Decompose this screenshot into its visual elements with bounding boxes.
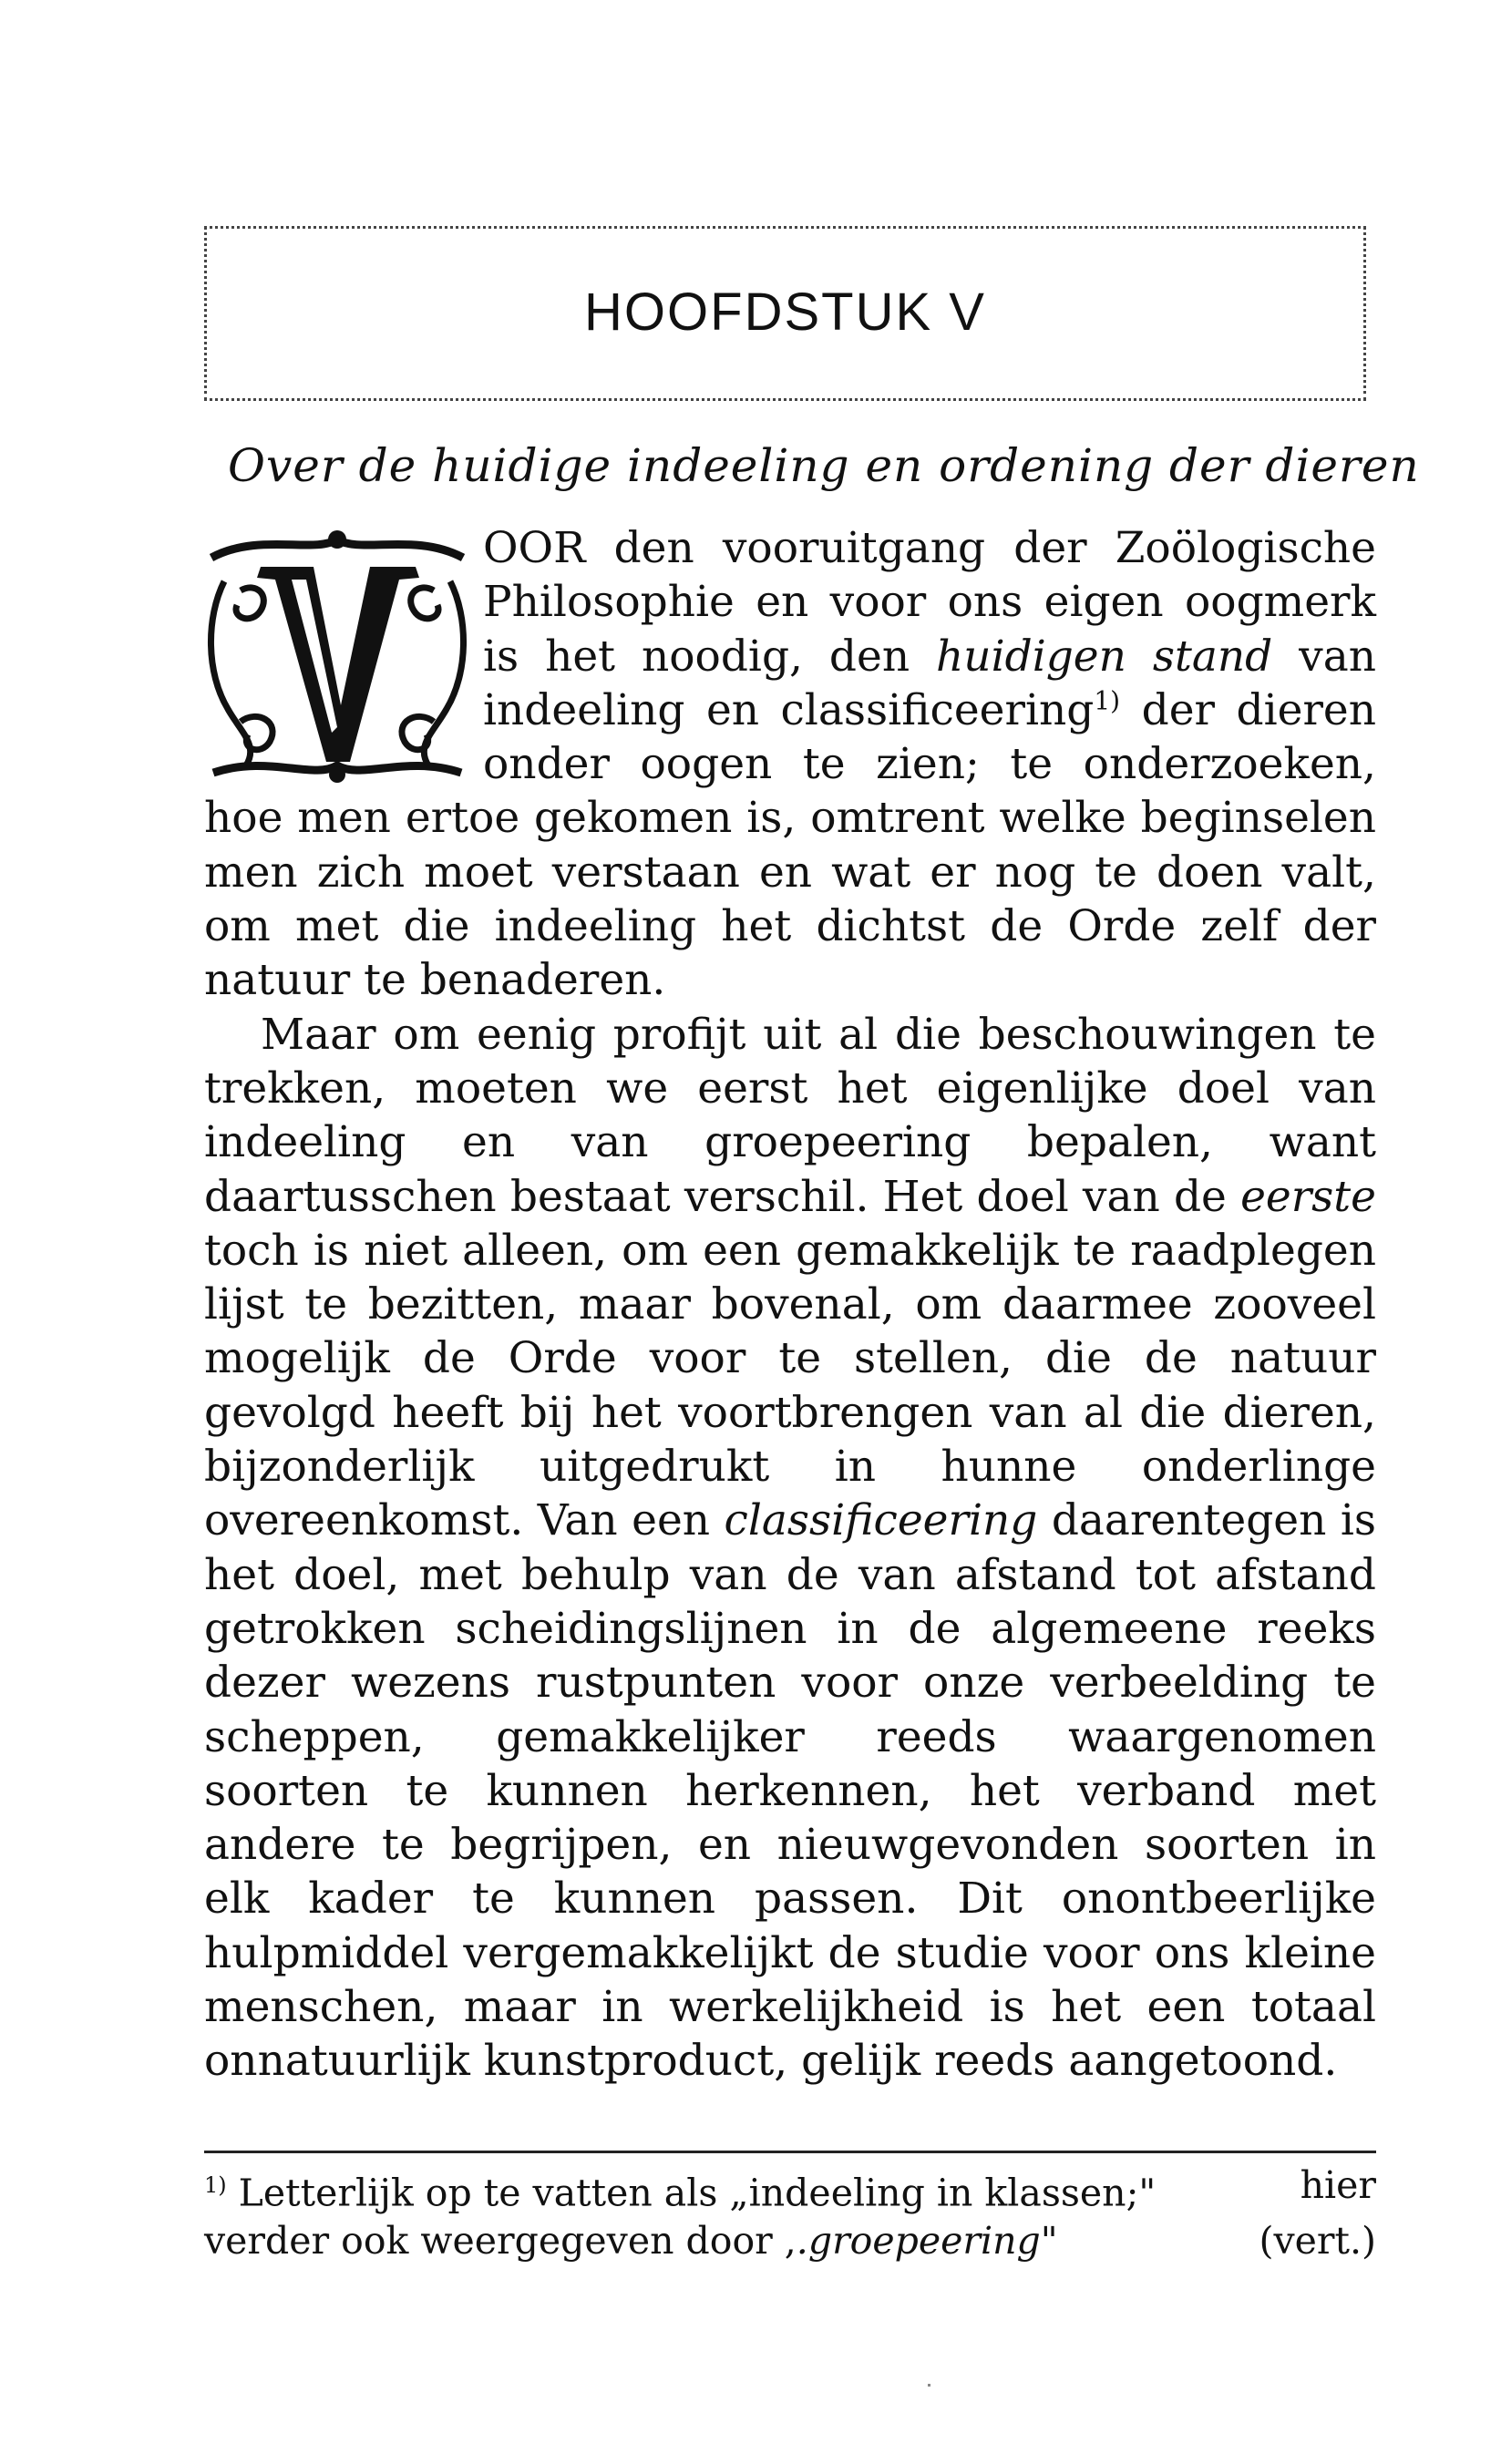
- paragraph-2: Maar om eenig profijt uit al die beschouwingen te trekken, moeten we eerst het eigenlijke doel van indeeling en van groepeering bepalen, want daartusschen bestaat verschil. Het doel van de eerste toch is niet alleen, om een gemakkelijk te raadplegen lijst te bezitten, maar bovenal, om daarmee zooveel mogelijk de Orde voor te stellen, die de natuur gevolgd heeft bij het voortbrengen van al die dieren, bijzonderlijk uitgedrukt in hunne onderlinge overeenkomst. Van een classificeering daarentegen is het doel, met behulp van de van afstand tot afstand getrokken scheidingslijnen in de algemeene reeks dezer wezens rustpunten voor onze verbeelding te scheppen, gemakkelijker reeds waargenomen soorten te kunnen herkennen, het verband met andere te begrijpen, en nieuwgevonden soorten in elk kader te kunnen passen. Dit onontbeerlijke hulpmiddel vergemakkelijkt de studie voor ons kleine menschen, maar in werkelijkheid is het een totaal onnatuurlijk kunstproduct, gelijk reeds aangetoond.: [204, 1009, 1376, 2087]
- paragraph-1: OOR den vooruitgang der Zoölogische Philosophie en voor ons eigen oogmerk is het noodig, den huidigen stand van indeeling en classificeering$^{1)}$ der dieren onder oogen te zien; te onderzoeken, hoe men ertoe gekomen is, omtrent welke beginselen men zich moet verstaan en wat er nog te doen valt, om met die indeeling het dichtst de Orde zelf der natuur te benaderen.: [204, 523, 1376, 1006]
- footnote-divider: [204, 2151, 1376, 2153]
- chapter-heading-box: [204, 226, 1366, 401]
- decorative-initial-v-icon: [204, 527, 470, 791]
- chapter-title: HOOFDSTUK V: [584, 282, 986, 342]
- body-text: [204, 521, 1376, 2089]
- chapter-subtitle: Over de huidige indeeling en ordening der dieren: [228, 439, 1420, 492]
- print-speck: [928, 2384, 930, 2387]
- footnote-line-2: verder ook weergegeven door ,.groepeering" (vert.): [204, 2218, 1376, 2263]
- footnote: [204, 2161, 1376, 2264]
- footnote-line-1: $^{1)}$ Letterlijk op te vatten als „indeeling in klassen;" hier: [204, 2163, 1376, 2215]
